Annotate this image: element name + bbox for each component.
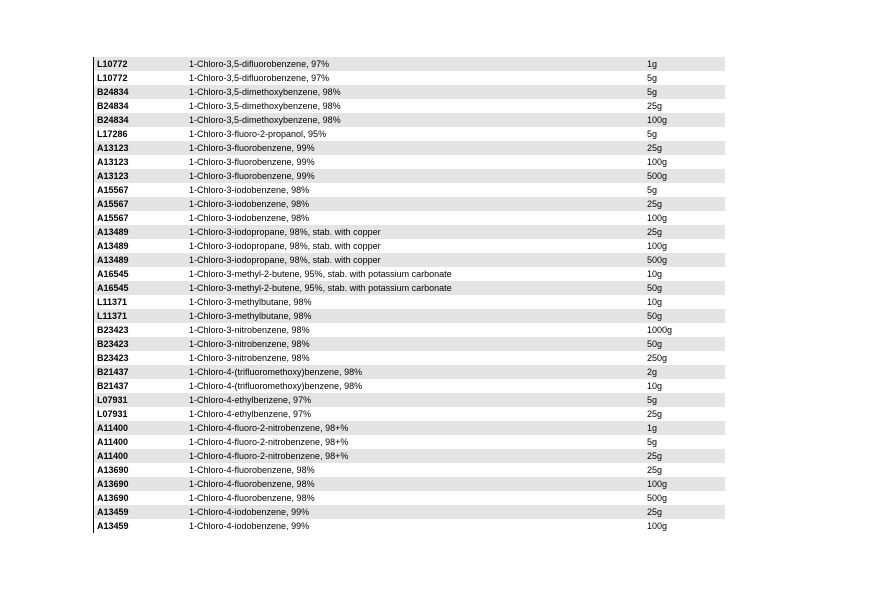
- product-description: 1-Chloro-4-fluorobenzene, 98%: [189, 479, 315, 489]
- package-size: 5g: [647, 185, 658, 195]
- product-code: A13123: [97, 171, 129, 181]
- table-row: [94, 183, 725, 197]
- product-description: 1-Chloro-3-iodopropane, 98%, stab. with copper: [189, 241, 381, 251]
- product-code: L17286: [97, 129, 128, 139]
- product-code: B23423: [97, 325, 129, 335]
- table-row: [94, 351, 725, 365]
- table-row: [94, 281, 725, 295]
- table-row: [94, 449, 725, 463]
- product-description: 1-Chloro-4-iodobenzene, 99%: [189, 507, 310, 517]
- table-row: [94, 267, 725, 281]
- package-size: 2g: [647, 367, 658, 377]
- product-code: B24834: [97, 115, 129, 125]
- product-code: A16545: [97, 283, 129, 293]
- product-description: 1-Chloro-4-fluoro-2-nitrobenzene, 98+%: [189, 437, 349, 447]
- package-size: 100g: [647, 241, 668, 251]
- package-size: 1g: [647, 59, 658, 69]
- package-size: 100g: [647, 521, 668, 531]
- product-code: A13489: [97, 255, 129, 265]
- table-row: [94, 211, 725, 225]
- product-code: B23423: [97, 353, 129, 363]
- table-row: [94, 337, 725, 351]
- product-description: 1-Chloro-3,5-difluorobenzene, 97%: [189, 73, 330, 83]
- table-row: [94, 197, 725, 211]
- product-description: 1-Chloro-3-iodobenzene, 98%: [189, 199, 310, 209]
- package-size: 10g: [647, 269, 663, 279]
- product-description: 1-Chloro-3,5-dimethoxybenzene, 98%: [189, 115, 341, 125]
- product-description: 1-Chloro-3-methylbutane, 98%: [189, 297, 312, 307]
- package-size: 25g: [647, 227, 663, 237]
- product-code: A15567: [97, 199, 129, 209]
- product-code: A11400: [97, 423, 129, 433]
- package-size: 10g: [647, 297, 663, 307]
- table-row: [94, 309, 725, 323]
- table-row: [94, 113, 725, 127]
- product-description: 1-Chloro-3-iodobenzene, 98%: [189, 185, 310, 195]
- product-code: B23423: [97, 339, 129, 349]
- table-row: [94, 463, 725, 477]
- package-size: 5g: [647, 87, 658, 97]
- product-code: A15567: [97, 213, 129, 223]
- table-row: [94, 421, 725, 435]
- product-code: B21437: [97, 381, 129, 391]
- package-size: 100g: [647, 115, 668, 125]
- package-size: 25g: [647, 409, 663, 419]
- product-description: 1-Chloro-4-(trifluoromethoxy)benzene, 98%: [189, 367, 363, 377]
- product-description: 1-Chloro-3-fluorobenzene, 99%: [189, 143, 315, 153]
- product-code: L10772: [97, 59, 128, 69]
- table-row: [94, 323, 725, 337]
- product-code: A13690: [97, 479, 129, 489]
- table-row: [94, 393, 725, 407]
- product-description: 1-Chloro-3,5-difluorobenzene, 97%: [189, 59, 330, 69]
- product-code: A13489: [97, 241, 129, 251]
- table-row: [94, 477, 725, 491]
- product-code: A13690: [97, 465, 129, 475]
- package-size: 100g: [647, 157, 668, 167]
- table-row: [94, 57, 725, 71]
- product-code: A11400: [97, 451, 129, 461]
- package-size: 5g: [647, 73, 658, 83]
- product-description: 1-Chloro-3-fluorobenzene, 99%: [189, 157, 315, 167]
- table-row: [94, 169, 725, 183]
- table-row: [94, 127, 725, 141]
- package-size: 50g: [647, 311, 663, 321]
- product-description: 1-Chloro-3-methyl-2-butene, 95%, stab. with potassium carbonate: [189, 283, 452, 293]
- product-description: 1-Chloro-3-iodopropane, 98%, stab. with copper: [189, 255, 381, 265]
- table-row: [94, 71, 725, 85]
- product-description: 1-Chloro-4-iodobenzene, 99%: [189, 521, 310, 531]
- table-row: [94, 365, 725, 379]
- package-size: 5g: [647, 395, 658, 405]
- product-code: A13459: [97, 507, 129, 517]
- package-size: 100g: [647, 213, 668, 223]
- product-code: B24834: [97, 101, 129, 111]
- table-row: [94, 379, 725, 393]
- table-row: [94, 295, 725, 309]
- product-description: 1-Chloro-3-methylbutane, 98%: [189, 311, 312, 321]
- product-description: 1-Chloro-4-fluoro-2-nitrobenzene, 98+%: [189, 451, 349, 461]
- package-size: 500g: [647, 493, 668, 503]
- product-description: 1-Chloro-4-fluorobenzene, 98%: [189, 493, 315, 503]
- product-description: 1-Chloro-4-fluorobenzene, 98%: [189, 465, 315, 475]
- product-description: 1-Chloro-3-fluorobenzene, 99%: [189, 171, 315, 181]
- package-size: 25g: [647, 507, 663, 517]
- package-size: 25g: [647, 451, 663, 461]
- package-size: 5g: [647, 129, 658, 139]
- product-code: L11371: [97, 297, 128, 307]
- product-description: 1-Chloro-3-methyl-2-butene, 95%, stab. with potassium carbonate: [189, 269, 452, 279]
- product-code: A13690: [97, 493, 129, 503]
- product-code: L07931: [97, 409, 128, 419]
- product-description: 1-Chloro-3,5-dimethoxybenzene, 98%: [189, 87, 341, 97]
- product-code: A11400: [97, 437, 129, 447]
- product-description: 1-Chloro-3-nitrobenzene, 98%: [189, 339, 310, 349]
- product-code: L11371: [97, 311, 128, 321]
- package-size: 1g: [647, 423, 658, 433]
- table-row: [94, 141, 725, 155]
- product-code: A13123: [97, 157, 129, 167]
- product-code: L10772: [97, 73, 128, 83]
- product-description: 1-Chloro-3-nitrobenzene, 98%: [189, 353, 310, 363]
- table-row: [94, 253, 725, 267]
- package-size: 500g: [647, 255, 668, 265]
- table-row: [94, 239, 725, 253]
- product-description: 1-Chloro-3-fluoro-2-propanol, 95%: [189, 129, 327, 139]
- table-row: [94, 155, 725, 169]
- package-size: 25g: [647, 143, 663, 153]
- product-code: A13459: [97, 521, 129, 531]
- package-size: 10g: [647, 381, 663, 391]
- table-row: [94, 519, 725, 533]
- product-code: B21437: [97, 367, 129, 377]
- table-row: [94, 407, 725, 421]
- product-table: [93, 57, 725, 533]
- package-size: 25g: [647, 101, 663, 111]
- product-description: 1-Chloro-3-iodobenzene, 98%: [189, 213, 310, 223]
- package-size: 1000g: [647, 325, 673, 335]
- table-row: [94, 85, 725, 99]
- product-code: A13123: [97, 143, 129, 153]
- table-row: [94, 225, 725, 239]
- package-size: 500g: [647, 171, 668, 181]
- product-description: 1-Chloro-3-nitrobenzene, 98%: [189, 325, 310, 335]
- table-row: [94, 491, 725, 505]
- product-description: 1-Chloro-4-ethylbenzene, 97%: [189, 409, 312, 419]
- product-code: A16545: [97, 269, 129, 279]
- package-size: 25g: [647, 199, 663, 209]
- package-size: 50g: [647, 283, 663, 293]
- product-code: B24834: [97, 87, 129, 97]
- product-description: 1-Chloro-4-ethylbenzene, 97%: [189, 395, 312, 405]
- product-description: 1-Chloro-4-fluoro-2-nitrobenzene, 98+%: [189, 423, 349, 433]
- product-code: A15567: [97, 185, 129, 195]
- table-row: [94, 435, 725, 449]
- package-size: 250g: [647, 353, 668, 363]
- package-size: 5g: [647, 437, 658, 447]
- product-description: 1-Chloro-3-iodopropane, 98%, stab. with copper: [189, 227, 381, 237]
- package-size: 100g: [647, 479, 668, 489]
- package-size: 25g: [647, 465, 663, 475]
- table-row: [94, 505, 725, 519]
- product-description: 1-Chloro-4-(trifluoromethoxy)benzene, 98%: [189, 381, 363, 391]
- package-size: 50g: [647, 339, 663, 349]
- product-code: A13489: [97, 227, 129, 237]
- product-code: L07931: [97, 395, 128, 405]
- table-row: [94, 99, 725, 113]
- product-description: 1-Chloro-3,5-dimethoxybenzene, 98%: [189, 101, 341, 111]
